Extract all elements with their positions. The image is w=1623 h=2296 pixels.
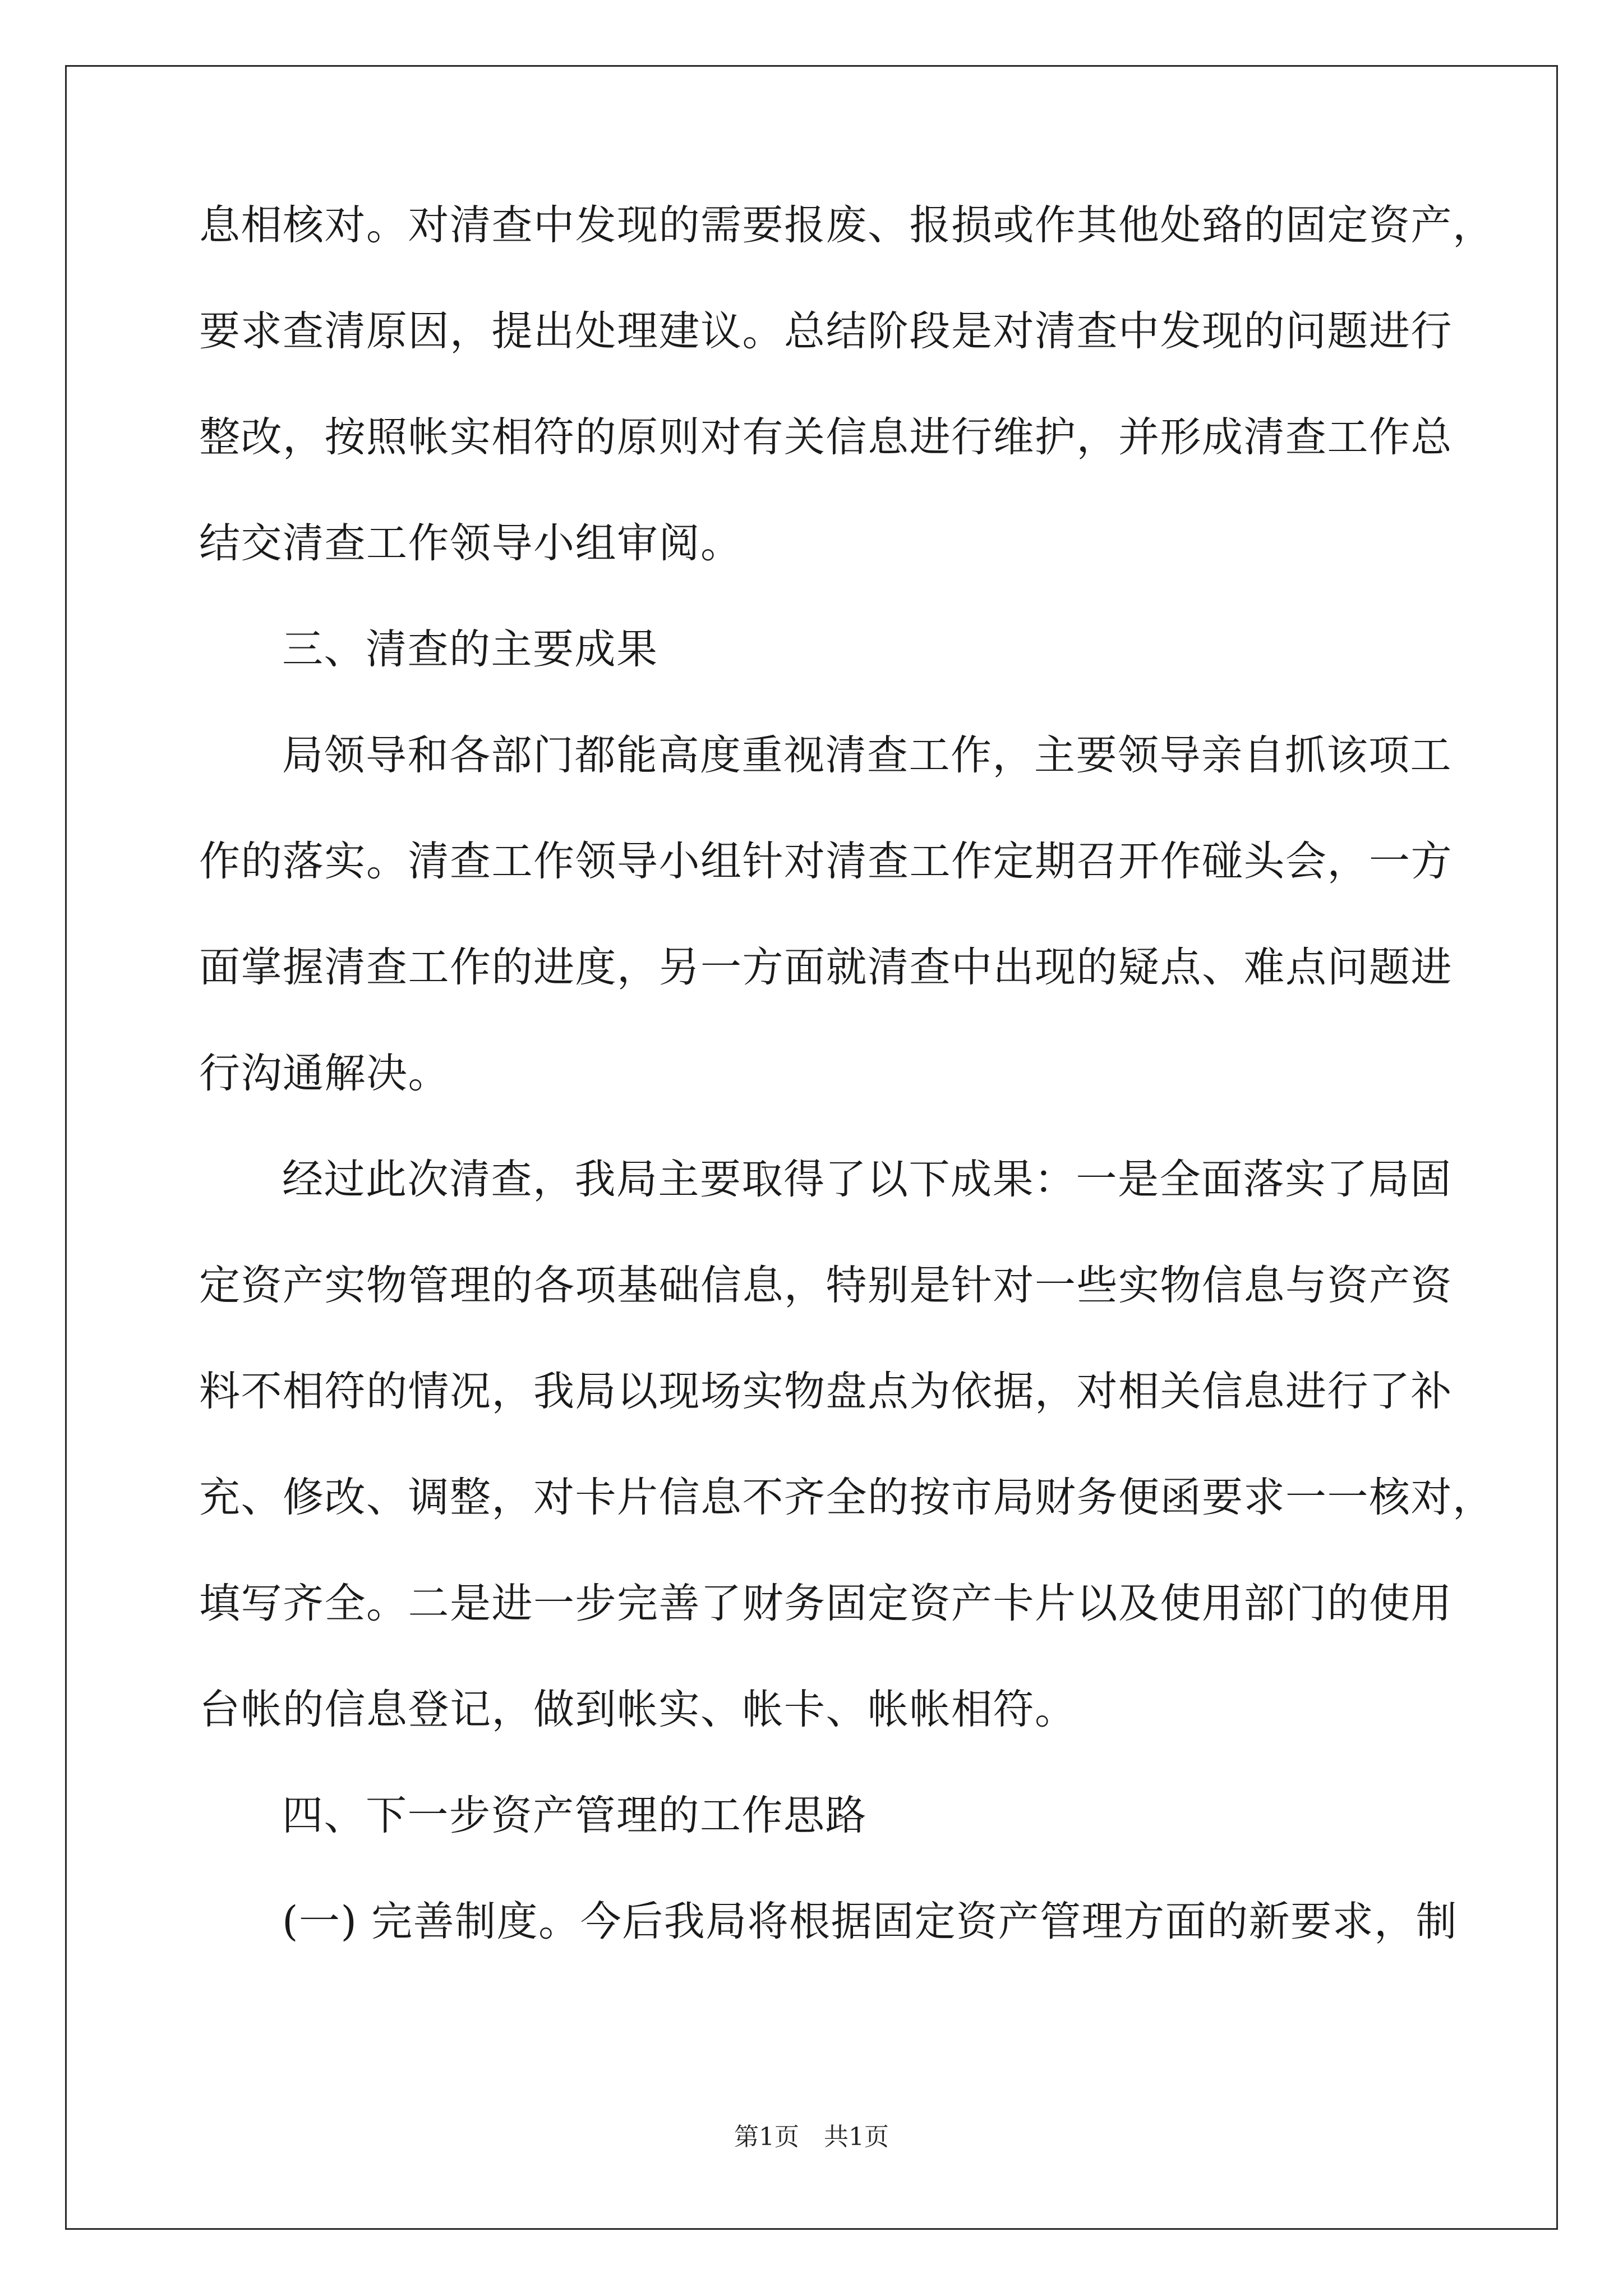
text-line: 充、修改、调整，对卡片信息不齐全的按市局财务便函要求一一核对， (199, 1474, 1495, 1521)
text-line: 要求查清原因，提出处理建议。总结阶段是对清查中发现的问题进行 (199, 307, 1453, 355)
text-line: 经过此次清查，我局主要取得了以下成果：一是全面落实了局固 (282, 1156, 1452, 1203)
text-line: 面掌握清查工作的进度，另一方面就清查中出现的疑点、难点问题进 (199, 944, 1453, 991)
text-line: 结交清查工作领导小组审阅。 (199, 519, 743, 567)
section-heading: 三、清查的主要成果 (282, 625, 658, 673)
text-line: 局领导和各部门都能高度重视清查工作，主要领导亲自抓该项工 (282, 731, 1452, 779)
text-line: (一) 完善制度。今后我局将根据固定资产管理方面的新要求，制 (282, 1898, 1458, 1945)
text-line: 料不相符的情况，我局以现场实物盘点为依据，对相关信息进行了补 (199, 1368, 1453, 1415)
text-line: 行沟通解决。 (199, 1050, 450, 1097)
text-line: 定资产实物管理的各项基础信息，特别是针对一些实物信息与资产资 (199, 1262, 1453, 1309)
text-line: 息相核对。对清查中发现的需要报废、报损或作其他处臵的固定资产， (199, 201, 1495, 249)
section-heading: 四、下一步资产管理的工作思路 (282, 1792, 867, 1839)
text-line: 填写齐全。二是进一步完善了财务固定资产卡片以及使用部门的使用 (199, 1580, 1453, 1627)
page-number: 第1页 共1页 (734, 2123, 889, 2151)
text-line: 台帐的信息登记，做到帐实、帐卡、帐帐相符。 (199, 1686, 1077, 1733)
text-line: 整改，按照帐实相符的原则对有关信息进行维护，并形成清查工作总 (199, 413, 1453, 461)
text-line: 作的落实。清查工作领导小组针对清查工作定期召开作碰头会，一方 (199, 838, 1453, 885)
